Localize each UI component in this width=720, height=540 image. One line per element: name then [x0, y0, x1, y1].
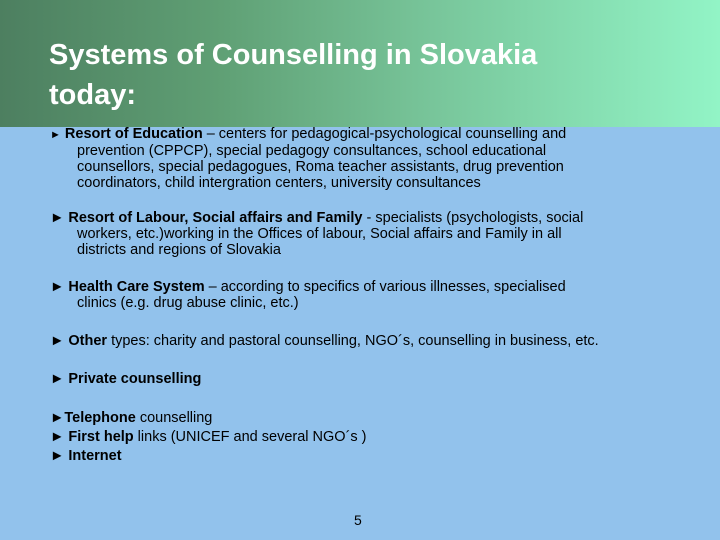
item-health-care [50, 279, 670, 311]
slide-title: Systems of Counselling in Slovakia today: [49, 39, 538, 111]
item-internet [50, 448, 670, 464]
item-text: coordinators, child intergration centers, university consultances [77, 175, 481, 191]
item-text: links (UNICEF and several NGO´s ) [133, 429, 367, 445]
item-text: workers, etc.)working in the Offices of labour, Social affairs and Family in all [77, 226, 562, 242]
item-text: - specialists (psychologists, social [362, 210, 584, 226]
item-resort-of-labour [50, 210, 670, 258]
bullet-icon: ► [50, 448, 65, 464]
item-other [50, 333, 670, 349]
item-text: types: charity and pastoral counselling, NGO´s, counselling in business, etc. [107, 333, 599, 349]
bullet-icon: ► [50, 371, 65, 387]
item-heading: Resort of Education [64, 126, 203, 142]
item-text: – centers for pedagogical-psychological counselling and [202, 126, 567, 142]
item-telephone [50, 410, 670, 426]
item-heading: Telephone [64, 410, 136, 426]
item-heading: Private counselling [68, 371, 202, 387]
item-first-help [50, 429, 670, 445]
item-heading: Other [68, 333, 108, 349]
bullet-icon: ► [50, 129, 61, 141]
item-text: districts and regions of Slovakia [77, 242, 281, 258]
page-number: 5 [354, 512, 362, 528]
bullet-icon: ► [50, 429, 65, 445]
item-heading: Internet [68, 448, 122, 464]
item-text: – according to specifics of various illnesses, specialised [204, 279, 566, 295]
bullet-icon: ► [50, 279, 65, 295]
item-private-counselling [50, 371, 670, 387]
bullet-icon: ► [50, 210, 65, 226]
bullet-icon: ► [50, 410, 65, 426]
item-heading: Resort of Labour, Social affairs and Family [68, 210, 363, 226]
item-text: counselling [135, 410, 213, 426]
item-heading: First help [68, 429, 134, 445]
item-resort-of-education [50, 126, 670, 191]
bullet-icon: ► [50, 333, 65, 349]
item-text: clinics (e.g. drug abuse clinic, etc.) [77, 295, 299, 311]
item-heading: Health Care System [68, 279, 205, 295]
item-text: counsellors, special pedagogues, Roma teacher assistants, drug prevention [77, 159, 564, 175]
item-text: prevention (CPPCP), special pedagogy consultances, school educational [77, 143, 547, 159]
